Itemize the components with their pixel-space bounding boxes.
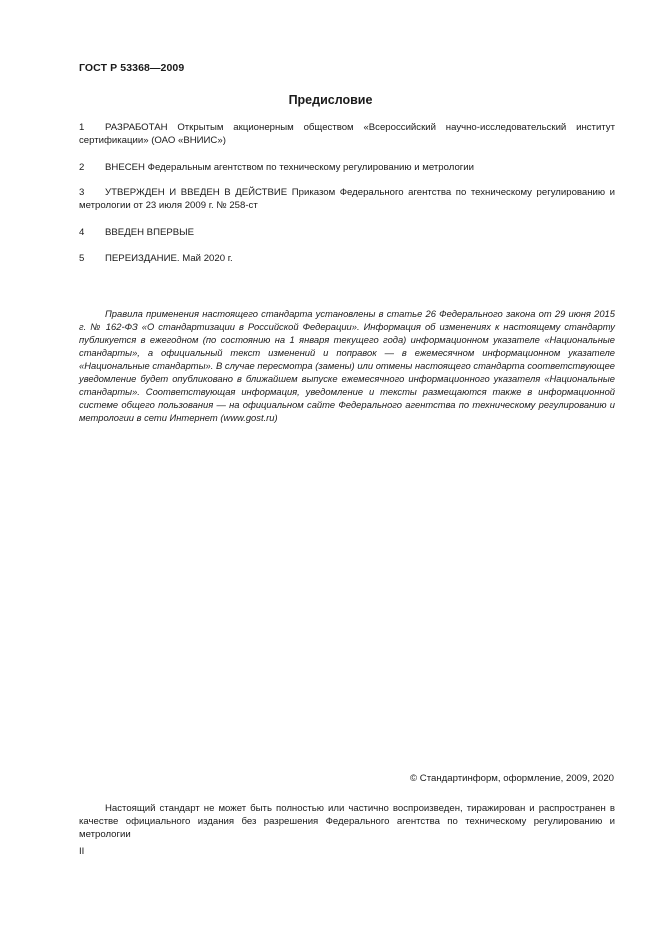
item-number: 3 — [79, 187, 85, 198]
item-number: 1 — [79, 122, 85, 133]
page-number: II — [79, 846, 85, 857]
preface-item-2 — [79, 161, 615, 174]
page-title: Предисловие — [288, 93, 373, 107]
item-number: 2 — [79, 162, 85, 173]
preface-item-4 — [79, 226, 615, 239]
item-number: 4 — [79, 227, 85, 238]
item-number: 5 — [79, 253, 85, 264]
item-text: ВНЕСЕН Федеральным агентством по техническому регулированию и метрологии — [105, 162, 475, 173]
item-text: ПЕРЕИЗДАНИЕ. Май 2020 г. — [105, 253, 233, 264]
preface-item-5 — [79, 252, 615, 265]
reproduction-notice: Настоящий стандарт не может быть полностью или частично воспроизведен, тиражирован и распространен в качестве официального издания без разрешения Федерального агентства по техническому регулированию и метрологии — [79, 803, 615, 840]
copyright: © Стандартинформ, оформление, 2009, 2020 — [410, 773, 614, 784]
item-text: РАЗРАБОТАН Открытым акционерным обществом «Всероссийский научно-исследовательский институт сертификации» (ОАО «ВНИИС») — [79, 122, 615, 146]
usage-notice: Правила применения настоящего стандарта установлены в статье 26 Федерального закона от 29 июня 2015 г. № 162-ФЗ «О стандартизации в Российской Федерации». Информация об изменениях к настоящему стандарту публикуется в ежегодном (по состоянию на 1 января текущего года) информационном указателе «Национальные стандарты», а официальный текст изменений и поправок — в ежемесячном информационном указателе «Национальные стандарты». В случае пересмотра (замены) или отмены настоящего стандарта соответствующее уведомление будет опубликовано в ближайшем выпуске ежемесячного информационного указателя «Национальные стандарты». Соответствующая информация, уведомление и тексты размещаются также в информационной системе общего пользования — на официальном сайте Федерального агентства по техническому регулированию и метрологии в сети Интернет (www.gost.ru) — [79, 308, 615, 423]
preface-item-1 — [79, 121, 615, 147]
item-text: ВВЕДЕН ВПЕРВЫЕ — [105, 227, 195, 238]
preface-item-3 — [79, 186, 615, 212]
standard-code: ГОСТ Р 53368—2009 — [79, 62, 185, 74]
item-text: УТВЕРЖДЕН И ВВЕДЕН В ДЕЙСТВИЕ Приказом Федерального агентства по техническому регулированию и метрологии от 23 июля 2009 г. № 258-ст — [79, 187, 615, 211]
